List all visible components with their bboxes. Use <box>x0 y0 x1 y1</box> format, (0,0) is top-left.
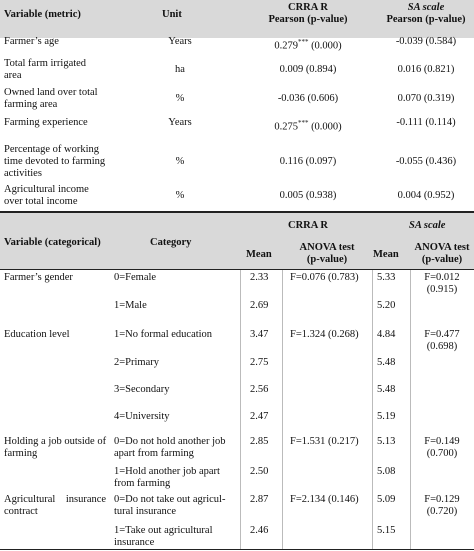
metric-crra-value: 0.275*** (0.000) <box>274 119 342 133</box>
metric-variable-label: Total farm irrigated <box>4 58 87 69</box>
sa-mean-value: 5.48 <box>377 357 396 368</box>
metric-sa-header <box>378 2 474 26</box>
sa-mean-value: 5.48 <box>377 384 396 395</box>
crra-mean-value: 2.69 <box>250 300 269 311</box>
category-label: 0=Female <box>114 272 157 283</box>
metric-crra-title: CRRA R <box>288 2 328 13</box>
metric-sa-title: SA scale <box>407 2 445 13</box>
crra-mean-value: 2.33 <box>250 272 269 283</box>
metric-variable-label: area <box>4 70 22 81</box>
metric-sa-value: 0.004 (0.952) <box>397 190 455 201</box>
metric-crra-value: -0.036 (0.606) <box>277 93 339 104</box>
categorical-crra-header: CRRA R <box>288 220 328 231</box>
sa-anova-value: F=0.129 <box>424 494 460 505</box>
crra-mean-value: 3.47 <box>250 329 269 340</box>
metric-sa-value: -0.039 (0.584) <box>395 36 457 47</box>
metric-unit: ha <box>175 64 185 75</box>
metric-unit: % <box>175 190 185 201</box>
sa-mean-value: 5.09 <box>377 494 396 505</box>
metric-sa-value: -0.055 (0.436) <box>395 156 457 167</box>
metric-unit-header: Unit <box>162 9 182 20</box>
metric-variable-label: activities <box>4 168 42 179</box>
metric-crra-value: 0.005 (0.938) <box>279 190 337 201</box>
category-label: 4=University <box>114 411 170 422</box>
crra-mean-value: 2.87 <box>250 494 269 505</box>
metric-crra-value: 0.116 (0.097) <box>279 156 337 167</box>
metric-sa-value: 0.070 (0.319) <box>397 93 455 104</box>
metric-variable-label: Percentage of working <box>4 144 100 155</box>
sa-mean-value: 5.20 <box>377 300 396 311</box>
category-label: 1=No formal education <box>114 329 213 340</box>
category-label: 3=Secondary <box>114 384 170 395</box>
crra-anova-value: F=0.076 (0.783) <box>290 272 359 283</box>
metric-variable-label: farming area <box>4 99 58 110</box>
category-label: 1=Hold another job apart <box>114 466 220 477</box>
sa-mean-value: 5.19 <box>377 411 396 422</box>
column-divider <box>240 270 241 549</box>
crra-anova-sub: (p-value) <box>306 254 348 265</box>
crra-mean-value: 2.46 <box>250 525 269 536</box>
metric-variable-label: Farmer’s age <box>4 36 59 47</box>
metric-variable-label: Owned land over total <box>4 87 98 98</box>
metric-variable-label: over total income <box>4 196 78 207</box>
metric-variable-label: Agricultural income <box>4 184 89 195</box>
metric-unit: Years <box>168 117 192 128</box>
metric-variable-label: time devoted to farming <box>4 156 106 167</box>
category-label: from farming <box>114 478 171 489</box>
column-divider <box>282 270 283 549</box>
category-label: 1=Take out agricultural <box>114 525 213 536</box>
category-label: 0=Do not hold another job <box>114 436 226 447</box>
sa-mean-value: 4.84 <box>377 329 396 340</box>
sa-anova-sub: (p-value) <box>421 254 463 265</box>
sa-anova-value: (0.915) <box>426 284 458 295</box>
sa-anova-value: F=0.012 <box>424 272 460 283</box>
metric-crra-header <box>262 2 354 26</box>
sa-mean-header: Mean <box>373 249 399 260</box>
column-divider <box>372 270 373 549</box>
category-label: 0=Do not take out agricul- <box>114 494 226 505</box>
crra-mean-value: 2.85 <box>250 436 269 447</box>
categorical-variable-label: Education level <box>4 329 70 340</box>
metric-variable-label: Farming experience <box>4 117 88 128</box>
sa-mean-value: 5.15 <box>377 525 396 536</box>
categorical-header-rule <box>0 269 474 270</box>
metric-unit: % <box>175 156 185 167</box>
crra-mean-value: 2.50 <box>250 466 269 477</box>
crra-anova-header <box>282 242 372 266</box>
sa-mean-value: 5.13 <box>377 436 396 447</box>
crra-mean-value: 2.47 <box>250 411 269 422</box>
metric-crra-sub: Pearson (p-value) <box>268 14 348 25</box>
categorical-sa-header: SA scale <box>409 220 446 231</box>
sa-anova-title: ANOVA test <box>414 242 470 253</box>
metric-crra-value: 0.009 (0.894) <box>279 64 337 75</box>
metric-unit: Years <box>168 36 192 47</box>
category-label: insurance <box>114 537 155 548</box>
crra-mean-header: Mean <box>246 249 272 260</box>
sa-anova-value: F=0.149 <box>424 436 460 447</box>
category-label: 1=Male <box>114 300 147 311</box>
categorical-variable-header: Variable (categorical) <box>4 237 101 248</box>
crra-mean-value: 2.75 <box>250 357 269 368</box>
categorical-variable-label: Agricultural insurance <box>4 494 107 505</box>
metric-sa-value: 0.016 (0.821) <box>397 64 455 75</box>
sa-anova-value: (0.720) <box>426 506 458 517</box>
metric-sa-sub: Pearson (p-value) <box>386 14 466 25</box>
categorical-variable-label: Farmer’s gender <box>4 272 73 283</box>
category-label: 2=Primary <box>114 357 159 368</box>
sa-anova-value: (0.700) <box>426 448 458 459</box>
crra-mean-value: 2.56 <box>250 384 269 395</box>
category-label: tural insurance <box>114 506 177 517</box>
sa-anova-value: (0.698) <box>426 341 458 352</box>
sa-mean-value: 5.08 <box>377 466 396 477</box>
categorical-variable-label: contract <box>4 506 38 517</box>
sa-anova-value: F=0.477 <box>424 329 460 340</box>
categorical-category-header: Category <box>150 237 192 248</box>
categorical-variable-label: Holding a job outside of <box>4 436 107 447</box>
crra-anova-value: F=1.531 (0.217) <box>290 436 359 447</box>
table-bottom-rule <box>0 549 474 550</box>
category-label: apart from farming <box>114 448 194 459</box>
metric-crra-value: 0.279*** (0.000) <box>274 38 342 52</box>
crra-anova-title: ANOVA test <box>299 242 355 253</box>
metric-sa-value: -0.111 (0.114) <box>396 117 456 128</box>
crra-anova-value: F=1.324 (0.268) <box>290 329 359 340</box>
sa-mean-value: 5.33 <box>377 272 396 283</box>
categorical-variable-label: farming <box>4 448 38 459</box>
crra-anova-value: F=2.134 (0.146) <box>290 494 359 505</box>
metric-unit: % <box>175 93 185 104</box>
metric-variable-header: Variable (metric) <box>4 9 81 20</box>
sa-anova-header <box>410 242 474 266</box>
column-divider <box>410 270 411 549</box>
